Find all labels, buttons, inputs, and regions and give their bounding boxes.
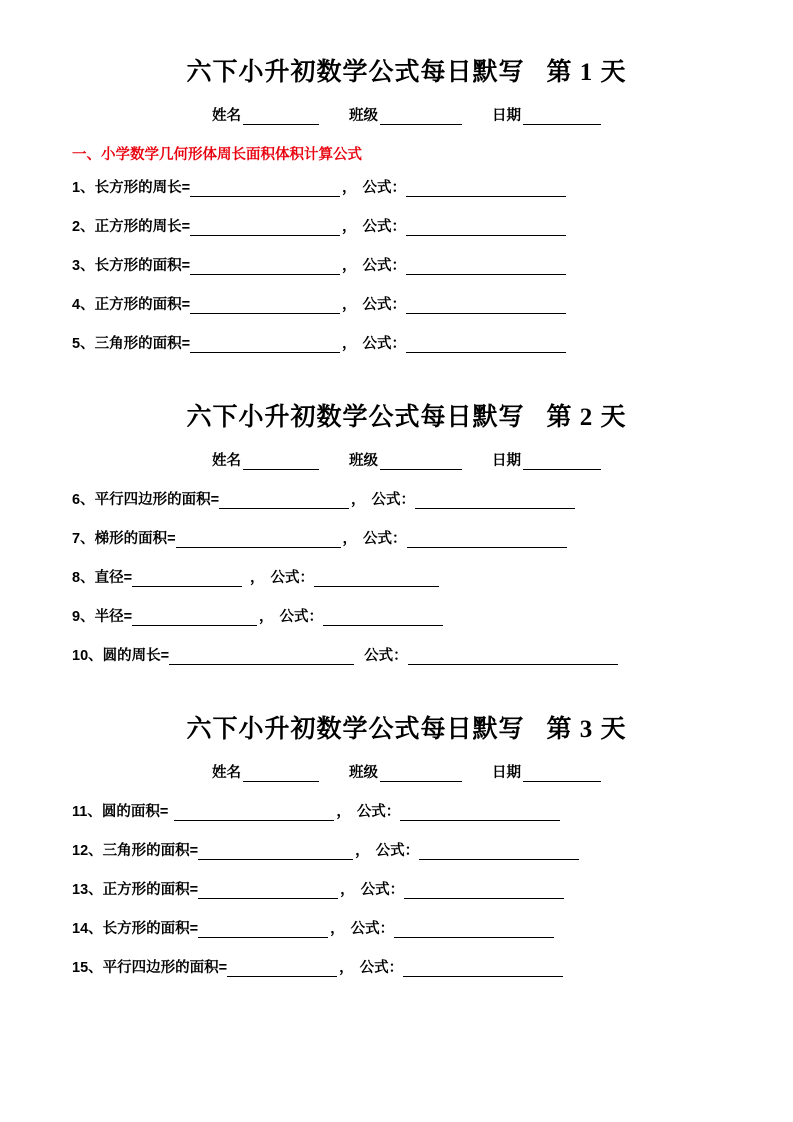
- section-title-text-2: 六下小升初数学公式每日默写: [186, 404, 525, 431]
- meta-date-3: [492, 761, 601, 782]
- comma: ，: [342, 297, 357, 313]
- formula-label: 公式：: [359, 960, 404, 976]
- comma: ，: [342, 258, 357, 274]
- question-number: 5、: [72, 336, 95, 352]
- meta-name-label-2: 姓名: [212, 453, 241, 469]
- section-title-2: [72, 397, 721, 433]
- formula-label: 公式：: [362, 336, 407, 352]
- meta-date-label-1: 日期: [492, 108, 521, 124]
- meta-date-1: [492, 104, 601, 125]
- answer-blank-1[interactable]: [198, 884, 338, 899]
- question-row: [72, 917, 721, 938]
- question-number: 7、: [72, 531, 95, 547]
- question-text: 圆的面积=: [101, 804, 169, 820]
- answer-blank-2[interactable]: [419, 845, 579, 860]
- answer-blank-1[interactable]: [227, 962, 337, 977]
- section-day-label-3: 第 3 天: [546, 716, 627, 743]
- formula-label: 公式：: [371, 492, 416, 508]
- meta-date-label-2: 日期: [492, 453, 521, 469]
- answer-blank-2[interactable]: [406, 299, 566, 314]
- comma: ，: [340, 882, 355, 898]
- comma: ，: [342, 336, 357, 352]
- meta-name-blank-2[interactable]: [243, 455, 319, 470]
- answer-blank-1[interactable]: [190, 299, 340, 314]
- question-row: [72, 215, 721, 236]
- answer-blank-1[interactable]: [132, 572, 242, 587]
- section-day-3: [72, 709, 721, 977]
- formula-label: 公式：: [279, 609, 324, 625]
- meta-class-blank-1[interactable]: [380, 110, 462, 125]
- question-number: 13、: [72, 882, 103, 898]
- formula-label: 公式：: [350, 921, 395, 937]
- meta-name-blank-3[interactable]: [243, 767, 319, 782]
- question-text: 梯形的面积=: [94, 531, 176, 547]
- question-text: 正方形的面积=: [102, 882, 199, 898]
- formula-label: 公式：: [270, 570, 315, 586]
- answer-blank-1[interactable]: [198, 845, 353, 860]
- formula-label: 公式：: [362, 219, 407, 235]
- answer-blank-2[interactable]: [407, 533, 567, 548]
- answer-blank-2[interactable]: [404, 884, 564, 899]
- question-text: 三角形的面积=: [94, 336, 191, 352]
- answer-blank-2[interactable]: [406, 182, 566, 197]
- meta-class-label-3: 班级: [349, 765, 378, 781]
- question-text: 半径=: [94, 609, 133, 625]
- answer-blank-1[interactable]: [190, 182, 340, 197]
- answer-blank-2[interactable]: [400, 806, 560, 821]
- meta-date-blank-2[interactable]: [523, 455, 601, 470]
- meta-name-blank-1[interactable]: [243, 110, 319, 125]
- answer-blank-1[interactable]: [176, 533, 341, 548]
- formula-label: 公式：: [360, 882, 405, 898]
- meta-class-blank-2[interactable]: [380, 455, 462, 470]
- question-text: 长方形的面积=: [94, 258, 191, 274]
- meta-name-label-3: 姓名: [212, 765, 241, 781]
- formula-label: 公式：: [362, 180, 407, 196]
- question-number: 2、: [72, 219, 95, 235]
- answer-blank-1[interactable]: [219, 494, 349, 509]
- answer-blank-2[interactable]: [403, 962, 563, 977]
- meta-name-1: [212, 104, 319, 125]
- question-row: [72, 566, 721, 587]
- meta-class-1: [349, 104, 462, 125]
- answer-blank-2[interactable]: [406, 260, 566, 275]
- section-day-2: [72, 397, 721, 665]
- comma: ，: [351, 492, 366, 508]
- meta-row-1: [72, 104, 721, 125]
- comma: ，: [342, 180, 357, 196]
- comma: ，: [330, 921, 345, 937]
- answer-blank-1[interactable]: [190, 221, 340, 236]
- question-text: 平行四边形的面积=: [94, 492, 220, 508]
- meta-name-2: [212, 449, 319, 470]
- answer-blank-1[interactable]: [132, 611, 257, 626]
- section-title-3: [72, 709, 721, 745]
- question-text: 直径=: [94, 570, 133, 586]
- section-day-label-2: 第 2 天: [546, 404, 627, 431]
- question-row: [72, 332, 721, 353]
- question-row: [72, 527, 721, 548]
- question-row: [72, 956, 721, 977]
- meta-name-3: [212, 761, 319, 782]
- question-text: 圆的周长=: [102, 648, 170, 664]
- meta-class-label-2: 班级: [349, 453, 378, 469]
- meta-name-label-1: 姓名: [212, 108, 241, 124]
- section-title-text-3: 六下小升初数学公式每日默写: [186, 716, 525, 743]
- comma: ，: [259, 609, 274, 625]
- question-row: [72, 800, 721, 821]
- section-title-text-1: 六下小升初数学公式每日默写: [186, 59, 525, 86]
- question-row: [72, 254, 721, 275]
- question-number: 12、: [72, 843, 103, 859]
- formula-label: 公式：: [375, 843, 420, 859]
- formula-label: 公式：: [363, 531, 407, 547]
- answer-blank-2[interactable]: [415, 494, 575, 509]
- meta-date-blank-3[interactable]: [523, 767, 601, 782]
- question-number: 11、: [72, 804, 102, 820]
- comma: ，: [336, 804, 351, 820]
- meta-date-blank-1[interactable]: [523, 110, 601, 125]
- question-row: [72, 605, 721, 626]
- answer-blank-1[interactable]: [190, 338, 340, 353]
- question-number: 10、: [72, 648, 103, 664]
- red-heading-1: 一、小学数学几何形体周长面积体积计算公式: [72, 147, 362, 163]
- formula-label: 公式：: [362, 258, 407, 274]
- section-day-label-1: 第 1 天: [546, 59, 627, 86]
- meta-class-blank-3[interactable]: [380, 767, 462, 782]
- question-row: [72, 176, 721, 197]
- formula-label: 公式：: [362, 297, 407, 313]
- formula-label: 公式：: [364, 648, 408, 664]
- question-text: 三角形的面积=: [102, 843, 199, 859]
- question-number: 1、: [72, 180, 95, 196]
- comma: ，: [355, 843, 370, 859]
- meta-date-label-3: 日期: [492, 765, 521, 781]
- answer-blank-2[interactable]: [314, 572, 439, 587]
- question-text: 正方形的周长=: [94, 219, 191, 235]
- question-number: 6、: [72, 492, 95, 508]
- answer-blank-1[interactable]: [174, 806, 334, 821]
- question-number: 8、: [72, 570, 95, 586]
- meta-row-3: [72, 761, 721, 782]
- comma: ，: [342, 531, 358, 547]
- question-number: 14、: [72, 921, 103, 937]
- section-title-1: [72, 52, 721, 88]
- question-number: 4、: [72, 297, 95, 313]
- question-row: [72, 839, 721, 860]
- answer-blank-2[interactable]: [323, 611, 443, 626]
- question-row: [72, 644, 721, 665]
- answer-blank-1[interactable]: [169, 650, 354, 665]
- question-number: 15、: [72, 960, 103, 976]
- answer-blank-2[interactable]: [406, 338, 566, 353]
- formula-label: 公式：: [356, 804, 401, 820]
- question-row: [72, 488, 721, 509]
- meta-row-2: [72, 449, 721, 470]
- meta-class-label-1: 班级: [349, 108, 378, 124]
- comma: ，: [339, 960, 354, 976]
- question-row: [72, 293, 721, 314]
- comma: ，: [250, 570, 265, 586]
- meta-date-2: [492, 449, 601, 470]
- answer-blank-2[interactable]: [406, 221, 566, 236]
- question-text: 长方形的面积=: [102, 921, 199, 937]
- answer-blank-2[interactable]: [394, 923, 554, 938]
- section-day-1: [72, 52, 721, 353]
- comma: ，: [342, 219, 357, 235]
- question-text: 长方形的周长=: [94, 180, 191, 196]
- question-number: 9、: [72, 609, 95, 625]
- meta-class-2: [349, 449, 462, 470]
- meta-class-3: [349, 761, 462, 782]
- question-row: [72, 878, 721, 899]
- question-text: 正方形的面积=: [94, 297, 191, 313]
- answer-blank-1[interactable]: [190, 260, 340, 275]
- question-number: 3、: [72, 258, 95, 274]
- question-text: 平行四边形的面积=: [102, 960, 228, 976]
- answer-blank-2[interactable]: [408, 650, 618, 665]
- answer-blank-1[interactable]: [198, 923, 328, 938]
